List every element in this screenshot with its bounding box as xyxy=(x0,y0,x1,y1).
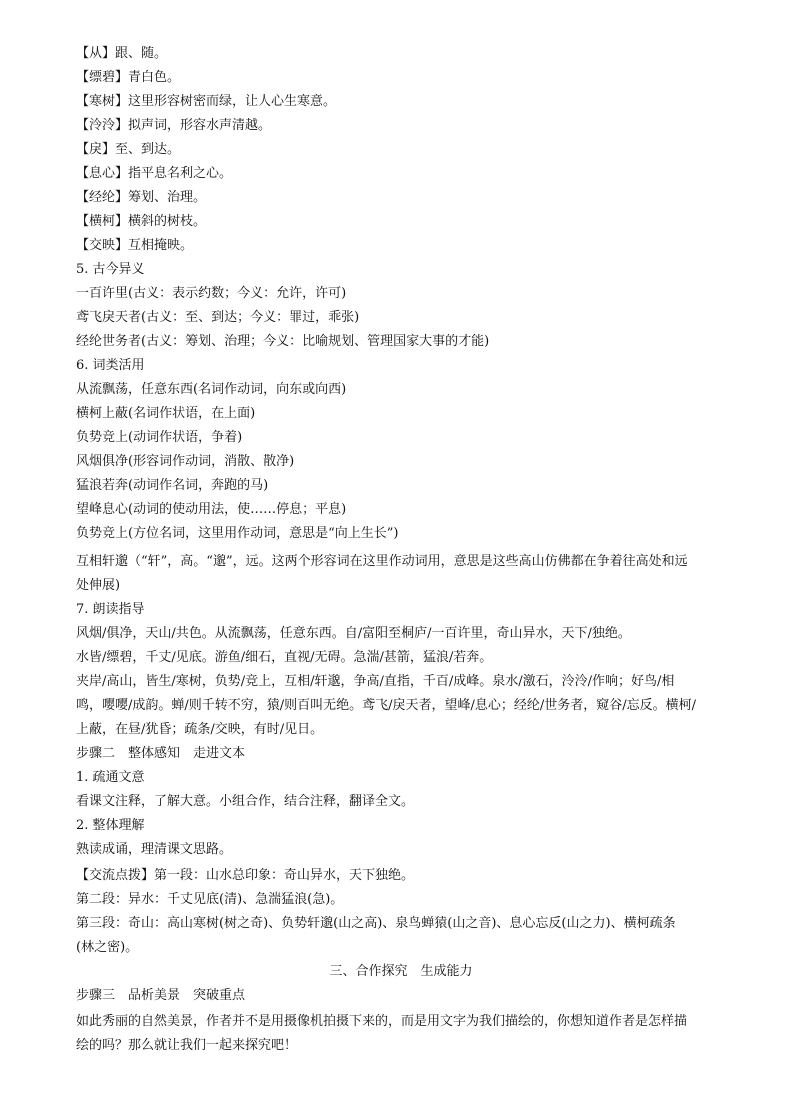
gloss-piaobi: 【缥碧】青白色。 xyxy=(76,70,181,85)
gloss-hanshu: 【寒树】这里形容树密而绿，让人心生寒意。 xyxy=(76,94,337,109)
gloss-cong: 【从】跟、随。 xyxy=(76,46,168,61)
sub-heading: 2. 整体理解 xyxy=(76,818,145,833)
gloss-jiaoying: 【交映】互相掩映。 xyxy=(76,238,194,253)
text-line: 鸢飞戾天者(古义：至、到达；今义：罪过，乖张) xyxy=(76,310,360,325)
text-line: 互相轩邈（“轩”，高。“邈”，远。这两个形容词在这里作动词用，意思是这些高山仿佛都在争着往高处和远 xyxy=(76,554,688,569)
section-heading-6: 6. 词类活用 xyxy=(76,358,145,373)
text-line: 负势竞上(方位名词，这里用作动词，意思是“向上生长”) xyxy=(76,526,399,541)
text-line: 负势竞上(动词作状语，争着) xyxy=(76,430,243,445)
step-heading-2: 步骤二 整体感知 走进文本 xyxy=(76,746,246,761)
text-line: 横柯上蔽(名词作状语，在上面) xyxy=(76,406,256,421)
gloss-xixin: 【息心】指平息名利之心。 xyxy=(76,166,233,181)
section-heading-5: 5. 古今异义 xyxy=(76,262,145,277)
gloss-jinglun: 【经纶】筹划、治理。 xyxy=(76,190,207,205)
text-line: 绘的吗？那么就让我们一起来探究吧！ xyxy=(76,1038,298,1053)
text-line: 第二段：异水：千丈见底(清)、急湍猛浪(急)。 xyxy=(76,892,344,907)
text-line: 第三段：奇山：高山寒树(树之奇)、负势轩邈(山之高)、泉鸟蝉猿(山之音)、息心忘反(山之力)、横柯疏条 xyxy=(76,916,676,931)
step-heading-3: 步骤三 品析美景 突破重点 xyxy=(76,988,246,1003)
text-line: 望峰息心(动词的使动用法，使……停息；平息) xyxy=(76,502,347,517)
text-line: 看课文注释，了解大意。小组合作，结合注释，翻译全文。 xyxy=(76,794,415,809)
text-line: (林之密)。 xyxy=(76,940,139,955)
text-line: 【交流点拨】第一段：山水总印象：奇山异水，天下独绝。 xyxy=(76,868,415,883)
text-line: 如此秀丽的自然美景，作者并不是用摄像机拍摄下来的，而是用文字为我们描绘的，你想知道作者是怎样描 xyxy=(76,1014,688,1029)
section-heading-7: 7. 朗读指导 xyxy=(76,602,145,617)
text-line: 熟读成诵，理清课文思路。 xyxy=(76,842,233,857)
gloss-li: 【戾】至、到达。 xyxy=(76,142,181,157)
sub-heading: 1. 疏通文意 xyxy=(76,770,145,785)
text-line: 鸣，嘤嘤/成韵。蝉/则千转不穷，猿/则百叫无绝。鸢飞/戾天者，望峰/息心；经纶/世务者，窥谷/忘反。横柯/ xyxy=(76,698,697,713)
text-line: 夹岸/高山，皆生/寒树，负势/竞上，互相/轩邈，争高/直指，千百/成峰。泉水/激石，泠泠/作响；好鸟/相 xyxy=(76,674,675,689)
gloss-hengke: 【横柯】横斜的树枝。 xyxy=(76,214,207,229)
text-line: 从流飘荡，任意东西(名词作动词，向东或向西) xyxy=(76,382,347,397)
text-line: 一百许里(古义：表示约数；今义：允许，许可) xyxy=(76,286,347,301)
text-line: 经纶世务者(古义：筹划、治理；今义：比喻规划、管理国家大事的才能) xyxy=(76,334,490,349)
text-line: 猛浪若奔(动词作名词，奔跑的马) xyxy=(76,478,269,493)
text-line: 处伸展) xyxy=(76,578,121,593)
text-line: 上蔽，在昼/犹昏；疏条/交映，有时/见日。 xyxy=(76,722,324,737)
gloss-lingling: 【泠泠】拟声词，形容水声清越。 xyxy=(76,118,272,133)
part-heading-3: 三、合作探究 生成能力 xyxy=(329,964,473,979)
text-line: 风烟/俱净，天山/共色。从流飘荡，任意东西。自/富阳至桐庐/一百许里，奇山异水，天下/独绝。 xyxy=(76,626,631,641)
text-line: 风烟俱净(形容词作动词，消散、散净) xyxy=(76,454,295,469)
text-line: 水皆/缥碧，千丈/见底。游鱼/细石，直视/无碍。急湍/甚箭，猛浪/若奔。 xyxy=(76,650,493,665)
